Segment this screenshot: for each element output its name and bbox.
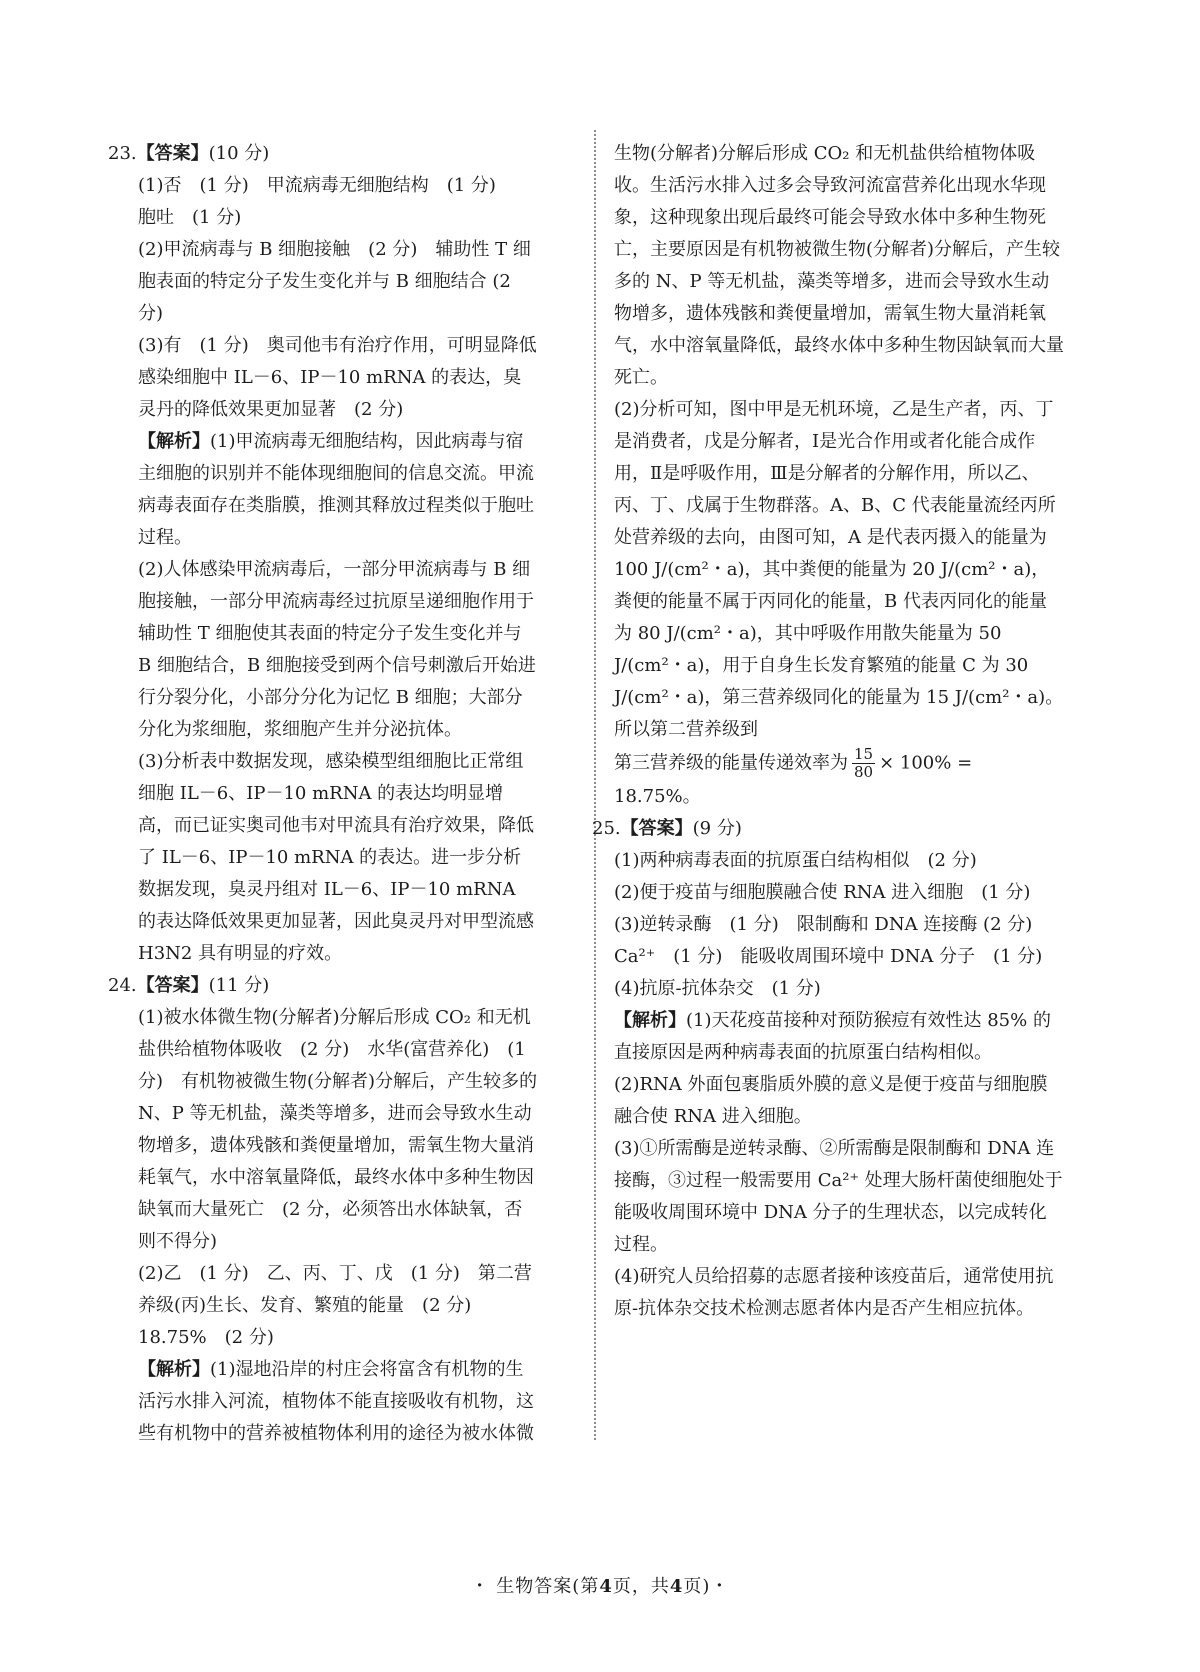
left-column	[108, 138, 538, 1450]
q25-analysis-2: (2)RNA 外面包裹脂质外膜的意义是便于疫苗与细胞膜融合使 RNA 进入细胞。	[614, 1074, 1048, 1127]
q23-answer-2: (2)甲流病毒与 B 细胞接触 (2 分) 辅助性 T 细胞表面的特定分子发生变化并与 B 细胞结合 (2 分)	[138, 239, 531, 324]
q25-analysis-3: (3)①所需酶是逆转录酶、②所需酶是限制酶和 DNA 连接酶，③过程一般需要用 Ca²⁺ 处理大肠杆菌使细胞处于能吸收周围环境中 DNA 分子的生理状态，以完成转化过程。	[614, 1138, 1063, 1255]
q24-efficiency-result: 18.75%。	[614, 786, 701, 807]
q23-answer-1: (1)否 (1 分) 甲流病毒无细胞结构 (1 分)	[138, 175, 496, 196]
fraction	[852, 746, 875, 781]
q25-heading	[592, 813, 1064, 845]
q24-heading	[108, 970, 538, 1002]
page-footer	[0, 1572, 1200, 1598]
q24-answer-2: (2)乙 (1 分) 乙、丙、丁、戊 (1 分) 第二营养级(丙)生长、发育、繁殖的能量 (2 分) 18.75% (2 分)	[138, 1263, 532, 1348]
q25-answer-3: (3)逆转录酶 (1 分) 限制酶和 DNA 连接酶 (2 分) Ca²⁺ (1 分) 能吸收周围环境中 DNA 分子 (1 分)	[614, 914, 1051, 967]
question-25	[592, 813, 1064, 1325]
formula-suffix: × 100% =	[879, 752, 973, 774]
footer-mid: 页，共	[612, 1576, 670, 1597]
q23-score: (10 分)	[208, 143, 270, 164]
fraction-denominator: 80	[854, 763, 874, 781]
q23-analysis-2: (2)人体感染甲流病毒后，一部分甲流病毒与 B 细胞接触，一部分甲流病毒经过抗原呈递细胞作用于辅助性 T 细胞使其表面的特定分子发生变化并与 B 细胞结合，B 细胞接受到两个信号刺激后开始进行分裂分化，小部分分化为记忆 B 细胞；大部分分化为浆细胞，浆细胞产生并分泌抗体。	[138, 559, 536, 740]
q24-analysis-tag: 【解析】	[138, 1359, 210, 1380]
question-23	[108, 138, 538, 970]
q23-answer-3: (3)有 (1 分) 奥司他韦有治疗作用，可明显降低感染细胞中 IL－6、IP－10 mRNA 的表达，臭灵丹的降低效果更加显著 (2 分)	[138, 335, 537, 420]
q25-analysis-1	[614, 1005, 1064, 1069]
q24-analysis-1-continued: 生物(分解者)分解后形成 CO₂ 和无机盐供给植物体吸收。生活污水排入过多会导致河流富营养化出现水华现象，这种现象出现后最终可能会导致水体中多种生物死亡，主要原因是有机物被微生物(分解者)分解后，产生较多的 N、P 等无机盐，藻类等增多，进而会导致水生动物增多，遗体残骸和粪便量增加，需氧生物大量消耗氧气，水中溶氧量降低，最终水体中多种生物因缺氧而大量死亡。	[614, 143, 1064, 388]
q24-analysis-1-text: (1)湿地沿岸的村庄会将富含有机物的生活污水排入河流，植物体不能直接吸收有机物，这些有机物中的营养被植物体利用的途径为被水体微	[138, 1359, 534, 1444]
q24-number: 24.	[108, 975, 137, 996]
q24-analysis-1	[108, 1354, 538, 1450]
q23-heading	[108, 138, 538, 170]
footer-total-pages: 4	[669, 1576, 684, 1597]
q25-analysis-1-text: (1)天花疫苗接种对预防猴痘有效性达 85% 的直接原因是两种病毒表面的抗原蛋白结构相似。	[614, 1010, 1051, 1063]
q23-answer-tag: 【答案】	[136, 143, 209, 164]
q23-analysis-1	[108, 426, 538, 554]
formula-prefix: 第三营养级的能量传递效率为	[614, 752, 848, 774]
q25-answer-tag: 【答案】	[620, 818, 693, 839]
footer-page-number: 4	[599, 1576, 613, 1597]
column-divider	[594, 130, 596, 1440]
q24-answer-tag: 【答案】	[136, 975, 209, 996]
q23-analysis-1-text: (1)甲流病毒无细胞结构，因此病毒与宿主细胞的识别并不能体现细胞间的信息交流。甲流病毒表面存在类脂膜，推测其释放过程类似于胞吐过程。	[138, 431, 534, 548]
q24-analysis-2: (2)分析可知，图中甲是无机环境，乙是生产者，丙、丁是消费者，戊是分解者，Ⅰ是光合作用或者化能合成作用，Ⅱ是呼吸作用，Ⅲ是分解者的分解作用，所以乙、丙、丁、戊属于生物群落。A、B、C 代表能量流经丙所处营养级的去向，由图可知，A 是代表丙摄入的能量为 100 J/(cm²・a)，其中粪便的能量为 20 J/(cm²・a)，粪便的能量不属于丙同化的能量，B 代表丙同化的能量为 80 J/(cm²・a)，其中呼吸作用散失能量为 50 J/(cm²・a)，用于自身生长发育繁殖的能量 C 为 30 J/(cm²・a)，第三营养级同化的能量为 15 J/(cm²・a)。所以第二营养级到	[614, 399, 1064, 740]
q25-answer-2: (2)便于疫苗与细胞膜融合使 RNA 进入细胞 (1 分)	[614, 882, 1031, 903]
q23-analysis-tag: 【解析】	[138, 431, 210, 452]
footer-prefix: ・ 生物答案(第	[470, 1576, 600, 1597]
q23-answer-1b: 胞吐 (1 分)	[138, 207, 242, 228]
fraction-numerator: 15	[854, 745, 874, 763]
q25-answer-1: (1)两种病毒表面的抗原蛋白结构相似 (2 分)	[614, 850, 977, 871]
right-column	[592, 138, 1064, 1325]
q25-analysis-tag: 【解析】	[614, 1010, 686, 1031]
q24-efficiency-formula	[614, 746, 1064, 781]
q25-answer-4: (4)抗原-抗体杂交 (1 分)	[614, 978, 821, 999]
q23-analysis-3: (3)分析表中数据发现，感染模型组细胞比正常组细胞 IL－6、IP－10 mRNA 的表达均明显增高，而已证实奥司他韦对甲流具有治疗效果，降低了 IL－6、IP－10 mRNA 的表达。进一步分析数据发现，臭灵丹组对 IL－6、IP－10 mRNA 的表达降低效果更加显著，因此臭灵丹对甲型流感 H3N2 具有明显的疗效。	[138, 751, 534, 964]
question-24	[108, 970, 538, 1450]
q25-score: (9 分)	[692, 818, 742, 839]
q24-score: (11 分)	[208, 975, 270, 996]
q24-answer-1: (1)被水体微生物(分解者)分解后形成 CO₂ 和无机盐供给植物体吸收 (2 分) 水华(富营养化) (1 分) 有机物被微生物(分解者)分解后，产生较多的 N、P 等无机盐，藻类等增多，进而会导致水生动物增多，遗体残骸和粪便量增加，需氧生物大量消耗氧气，水中溶氧量降低，最终水体中多种生物因缺氧而大量死亡 (2 分，必须答出水体缺氧，否则不得分)	[138, 1007, 538, 1252]
q25-number: 25.	[592, 818, 621, 839]
q25-analysis-4: (4)研究人员给招募的志愿者接种该疫苗后，通常使用抗原-抗体杂交技术检测志愿者体内是否产生相应抗体。	[614, 1266, 1054, 1319]
question-24-continued	[614, 138, 1064, 813]
footer-suffix: 页)・	[683, 1576, 730, 1597]
q23-number: 23.	[108, 143, 137, 164]
